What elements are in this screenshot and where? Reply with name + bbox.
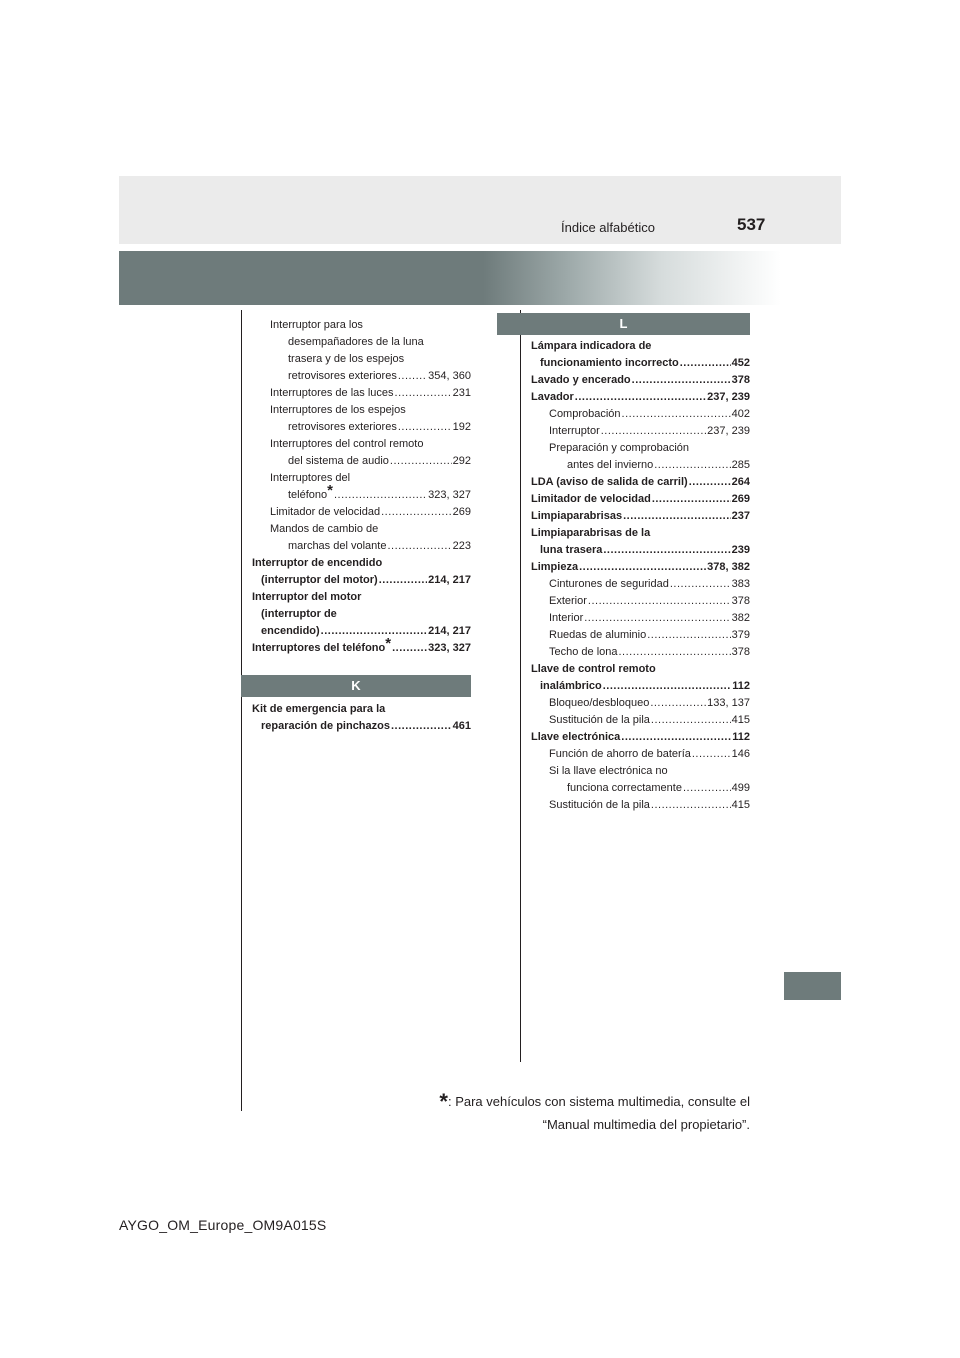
- leader-dots: [650, 695, 706, 712]
- index-entry: [252, 635, 471, 657]
- section-header-k: K: [241, 675, 471, 697]
- entry-page: 378: [731, 595, 750, 607]
- footnote-line-1: [439, 1090, 750, 1113]
- leader-dots: [683, 780, 731, 797]
- entry-label: funcionamiento incorrecto: [540, 357, 679, 369]
- leader-dots: [651, 797, 731, 814]
- index-entry: Interruptor para los: [270, 319, 363, 331]
- entry-label: Bloqueo/desbloqueo: [549, 697, 650, 709]
- entry-page: 133, 137: [707, 697, 750, 709]
- entry-page: 402: [731, 408, 750, 420]
- index-entry: Kit de emergencia para la: [252, 703, 386, 715]
- entry-label: Limpiaparabrisas: [531, 510, 623, 522]
- entry-label: Limitador de velocidad: [270, 506, 381, 518]
- leader-dots: [619, 644, 731, 661]
- leader-dots: [651, 712, 731, 729]
- index-entry: trasera y de los espejos: [288, 353, 405, 365]
- index-entry: [252, 538, 471, 555]
- leader-dots: [603, 542, 730, 559]
- footnote-text-1: : Para vehículos con sistema multimedia, consulte el: [447, 1094, 750, 1109]
- entry-label-text: Interruptores del teléfono: [252, 642, 386, 654]
- entry-label: luna trasera: [540, 544, 603, 556]
- index-entry: [252, 453, 471, 470]
- entry-page: 461: [452, 720, 471, 732]
- leader-dots: [588, 593, 731, 610]
- leader-dots: [395, 385, 452, 402]
- entry-page: 214, 217: [428, 574, 471, 586]
- index-entry: [531, 610, 750, 627]
- index-section-k: [252, 701, 471, 735]
- index-entry: [531, 797, 750, 814]
- entry-page: 323, 327: [428, 642, 471, 654]
- index-entry: Interruptores del control remoto: [270, 438, 424, 450]
- entry-label: LDA (aviso de salida de carril): [531, 476, 688, 488]
- entry-page: 231: [452, 387, 471, 399]
- entry-label: Función de ahorro de batería: [549, 748, 691, 760]
- entry-label: Interruptor: [549, 425, 600, 437]
- index-section-l: [531, 338, 750, 814]
- header-gradient-band: [119, 251, 781, 305]
- index-entry: [531, 695, 750, 712]
- entry-page: 264: [731, 476, 750, 488]
- entry-label: [252, 635, 392, 657]
- leader-dots: [391, 718, 452, 735]
- leader-dots: [579, 559, 706, 576]
- entry-page: 237, 239: [707, 391, 750, 403]
- index-entry: Lámpara indicadora de: [531, 340, 652, 352]
- index-entry: [531, 406, 750, 423]
- entry-label: Limitador de velocidad: [531, 493, 651, 505]
- index-entry: Interruptor de encendido: [252, 557, 383, 569]
- index-entry: Limpiaparabrisas de la: [531, 527, 651, 539]
- entry-page: 378, 382: [707, 561, 750, 573]
- entry-page: 378: [731, 374, 750, 386]
- entry-page: 192: [452, 421, 471, 433]
- entry-page: 323, 327: [428, 489, 471, 501]
- entry-page: 237, 239: [707, 425, 750, 437]
- entry-page: 452: [731, 357, 750, 369]
- index-entry: [531, 372, 750, 389]
- leader-dots: [689, 474, 731, 491]
- index-entry: [531, 780, 750, 797]
- entry-page: 415: [731, 714, 750, 726]
- entry-label: Lavado y encerado: [531, 374, 631, 386]
- leader-dots: [321, 623, 428, 640]
- index-entry: Interruptores del: [270, 472, 351, 484]
- leader-dots: [622, 406, 731, 423]
- entry-label: funciona correctamente: [567, 782, 682, 794]
- entry-page: 499: [731, 782, 750, 794]
- entry-page: 383: [731, 578, 750, 590]
- index-entry: [531, 712, 750, 729]
- index-entry: [531, 508, 750, 525]
- entry-page: 237: [731, 510, 750, 522]
- index-entry: desempañadores de la luna: [288, 336, 424, 348]
- entry-label: Techo de lona: [549, 646, 618, 658]
- entry-label: Llave electrónica: [531, 731, 621, 743]
- entry-label: (interruptor del motor): [261, 574, 378, 586]
- footnote-line-2: “Manual multimedia del propietario”.: [542, 1117, 750, 1132]
- leader-dots: [387, 538, 451, 555]
- index-entry: Preparación y comprobación: [549, 442, 690, 454]
- entry-page: 269: [731, 493, 750, 505]
- entry-label: inalámbrico: [540, 680, 602, 692]
- entry-label: Exterior: [549, 595, 587, 607]
- header-bar: [119, 176, 841, 244]
- index-entry: [252, 482, 471, 504]
- index-entry: [531, 627, 750, 644]
- entry-page: 378: [731, 646, 750, 658]
- footnote: [439, 1090, 750, 1136]
- entry-page: 239: [731, 544, 750, 556]
- index-entry: [252, 623, 471, 640]
- index-entry: [531, 678, 750, 695]
- index-entry: Llave de control remoto: [531, 663, 656, 675]
- index-entry: Si la llave electrónica no: [549, 765, 668, 777]
- leader-dots: [379, 572, 427, 589]
- leader-dots: [575, 389, 706, 406]
- index-entry: [252, 504, 471, 521]
- index-entry: [531, 474, 750, 491]
- entry-page: 269: [452, 506, 471, 518]
- entry-label: retrovisores exteriores: [288, 421, 397, 433]
- index-entry: Interruptores de los espejos: [270, 404, 406, 416]
- index-entry: [531, 389, 750, 406]
- index-entry: [252, 572, 471, 589]
- entry-label: Interior: [549, 612, 584, 624]
- index-entry: [531, 746, 750, 763]
- section-header-l: L: [497, 313, 750, 335]
- entry-label: del sistema de audio: [288, 455, 389, 467]
- page-number: 537: [737, 215, 766, 234]
- leader-dots: [392, 640, 427, 657]
- leader-dots: [680, 355, 731, 372]
- entry-label: reparación de pinchazos: [261, 720, 390, 732]
- entry-page: 112: [732, 731, 750, 743]
- document-code: AYGO_OM_Europe_OM9A015S: [119, 1217, 327, 1233]
- entry-page: 354, 360: [428, 370, 471, 382]
- index-entry: [531, 355, 750, 372]
- index-entry: Interruptor del motor: [252, 591, 362, 603]
- entry-label: Lavador: [531, 391, 574, 403]
- leader-dots: [654, 457, 730, 474]
- index-entry: [252, 718, 471, 735]
- leader-dots: [381, 504, 452, 521]
- leader-dots: [334, 487, 427, 504]
- entry-label: Sustitución de la pila: [549, 714, 650, 726]
- entry-label: antes del invierno: [567, 459, 654, 471]
- entry-label: Sustitución de la pila: [549, 799, 650, 811]
- entry-page: 223: [452, 540, 471, 552]
- index-entry: [252, 419, 471, 436]
- index-entry: [531, 491, 750, 508]
- index-entry: [252, 368, 471, 385]
- index-entry: [531, 576, 750, 593]
- entry-label: Limpieza: [531, 561, 579, 573]
- footnote-asterisk: *: [439, 1089, 448, 1114]
- entry-page: 292: [452, 455, 471, 467]
- entry-page: 214, 217: [428, 625, 471, 637]
- leader-dots: [692, 746, 731, 763]
- entry-label: Interruptores de las luces: [270, 387, 394, 399]
- index-column-1: [252, 317, 471, 657]
- entry-page: 379: [731, 629, 750, 641]
- entry-page: 146: [731, 748, 750, 760]
- leader-dots: [632, 372, 731, 389]
- index-entry: (interruptor de: [261, 608, 337, 620]
- entry-label: marchas del volante: [288, 540, 387, 552]
- index-entry: [252, 385, 471, 402]
- entry-page: 112: [732, 680, 750, 692]
- entry-page: 415: [731, 799, 750, 811]
- entry-label: encendido): [261, 625, 320, 637]
- leader-dots: [584, 610, 730, 627]
- page-header-title: Índice alfabético: [561, 220, 655, 235]
- index-entry: [531, 729, 750, 746]
- entry-page: 285: [731, 459, 750, 471]
- index-entry: [531, 423, 750, 440]
- entry-label: Cinturones de seguridad: [549, 578, 669, 590]
- chapter-side-tab: [784, 972, 841, 1000]
- leader-dots: [601, 423, 706, 440]
- leader-dots: [621, 729, 731, 746]
- column-rule-left: [241, 310, 242, 1111]
- index-entry: Mandos de cambio de: [270, 523, 379, 535]
- index-entry: [531, 457, 750, 474]
- leader-dots: [647, 627, 730, 644]
- index-entry: [531, 559, 750, 576]
- leader-dots: [398, 368, 427, 385]
- leader-dots: [623, 508, 731, 525]
- leader-dots: [390, 453, 452, 470]
- entry-label: Ruedas de aluminio: [549, 629, 647, 641]
- leader-dots: [603, 678, 732, 695]
- footnote-asterisk: *: [327, 482, 333, 499]
- footnote-asterisk: *: [385, 635, 392, 652]
- entry-label: [288, 482, 333, 504]
- index-entry: [531, 593, 750, 610]
- index-entry: [531, 644, 750, 661]
- column-rule-middle: [520, 310, 521, 1062]
- entry-label: retrovisores exteriores: [288, 370, 397, 382]
- leader-dots: [652, 491, 731, 508]
- leader-dots: [398, 419, 452, 436]
- entry-page: 382: [731, 612, 750, 624]
- entry-label: Comprobación: [549, 408, 621, 420]
- index-entry: [531, 542, 750, 559]
- entry-label-text: teléfono: [288, 489, 328, 501]
- leader-dots: [670, 576, 731, 593]
